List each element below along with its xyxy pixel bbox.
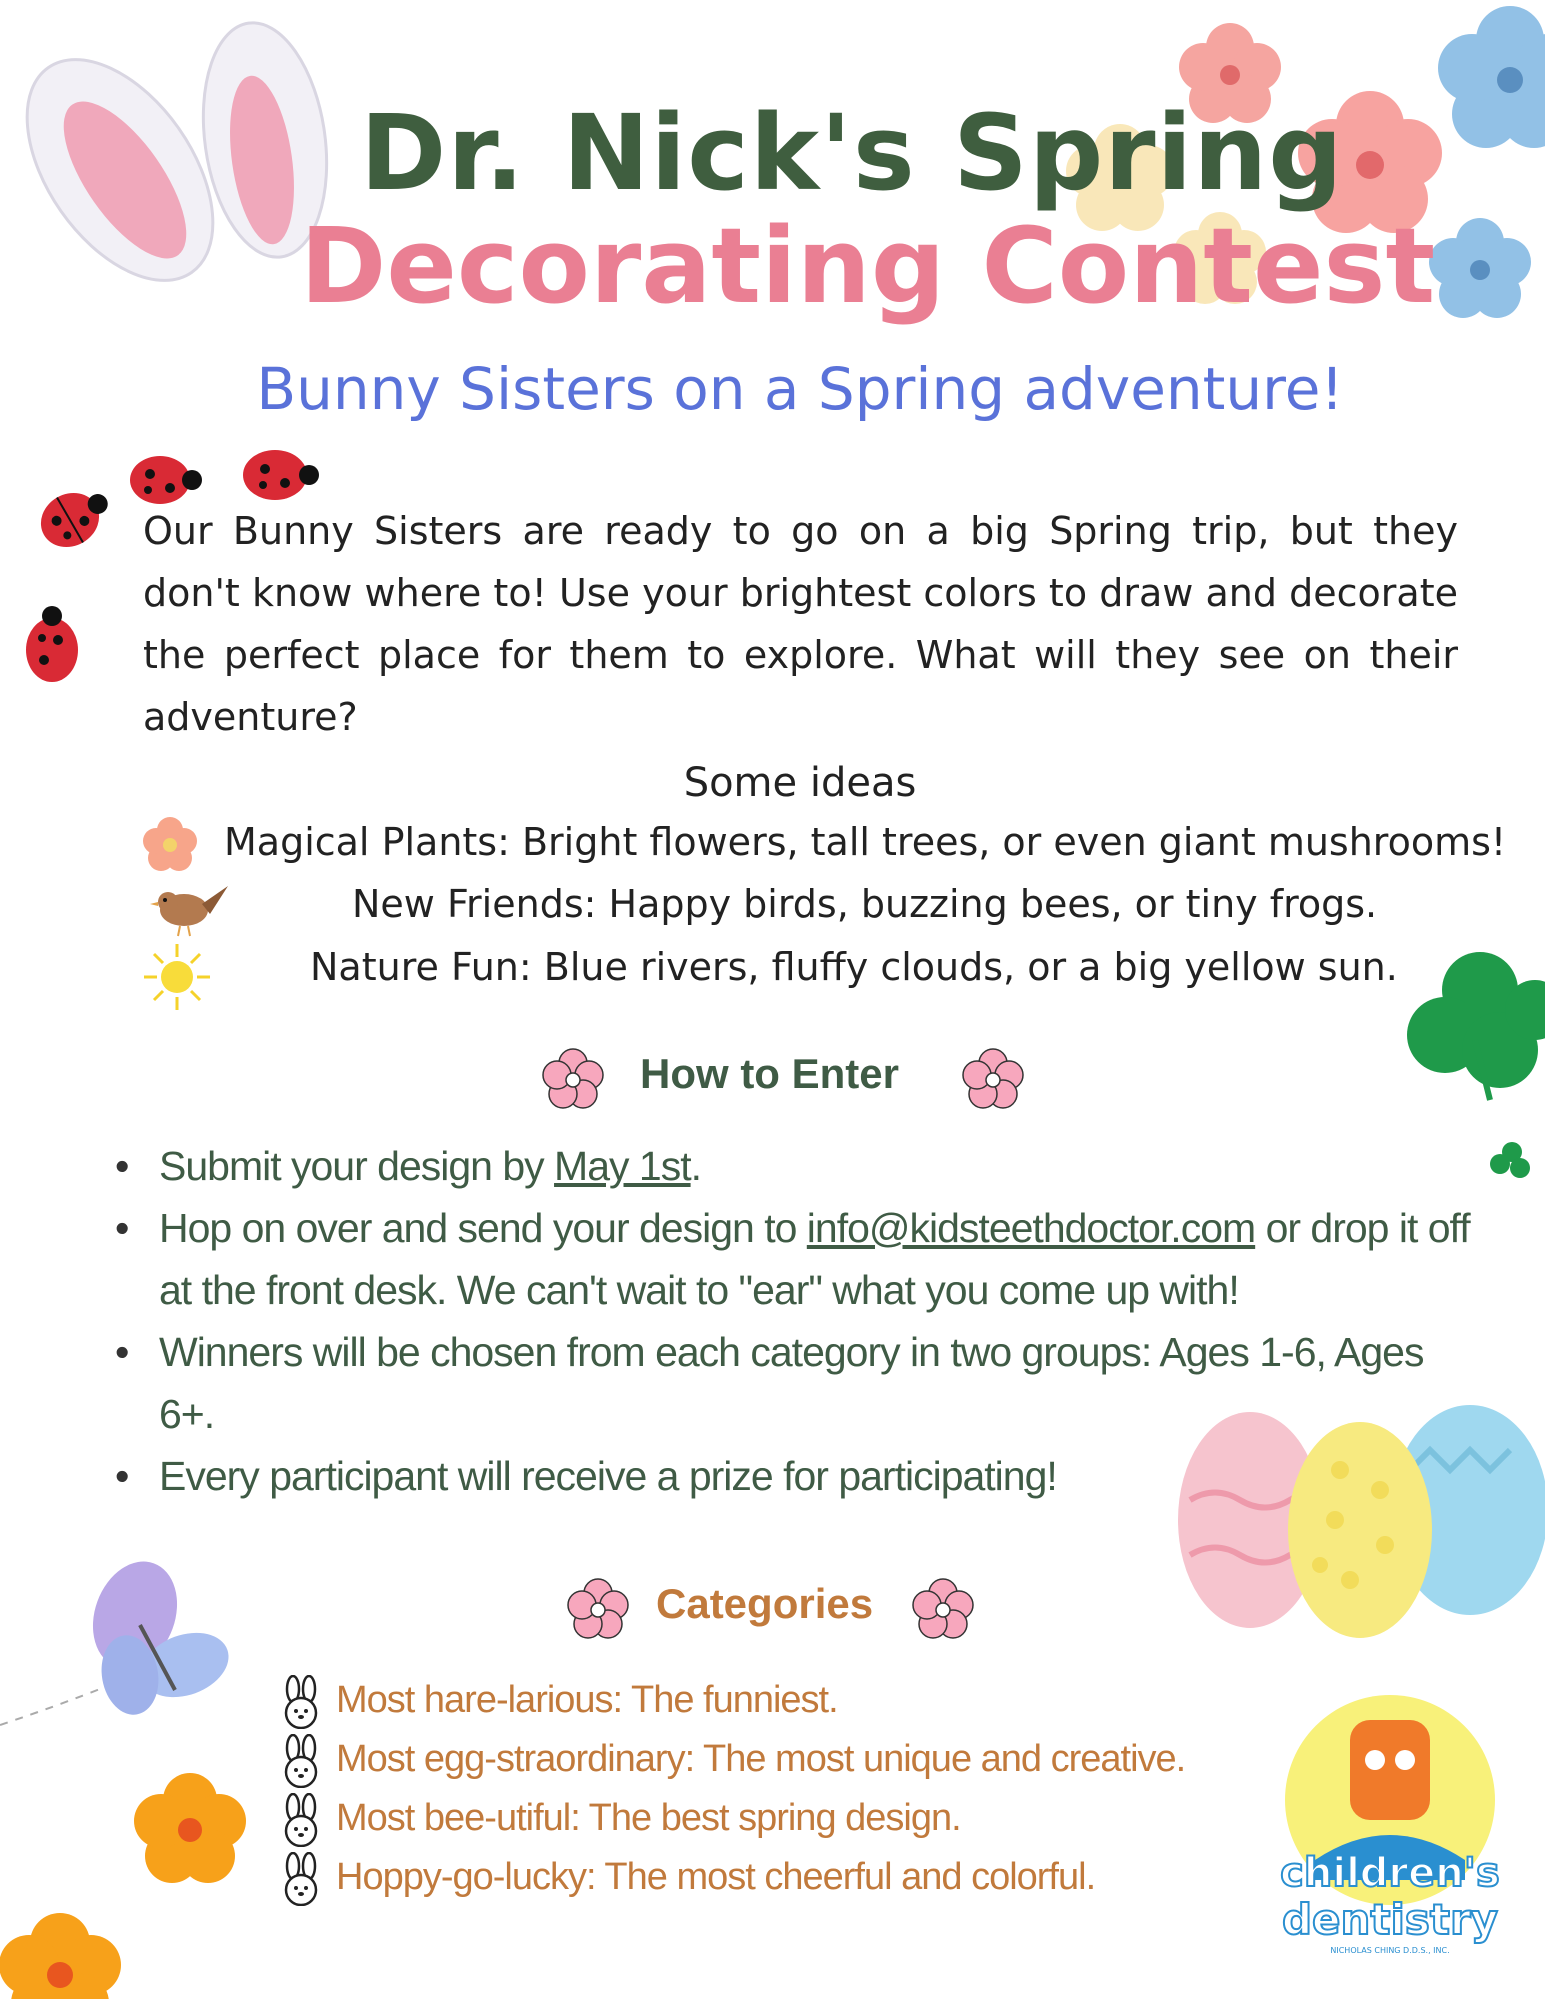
bunny-icon	[278, 1793, 324, 1847]
email-link[interactable]: info@kidsteethdoctor.com	[806, 1205, 1256, 1251]
category-item	[278, 1675, 838, 1729]
deadline-link[interactable]: May 1st	[554, 1143, 691, 1189]
category-label: Most hare-larious: The funniest.	[336, 1679, 838, 1722]
subtitle: Bunny Sisters on a Spring adventure!	[256, 355, 1344, 423]
list-item-text: or drop it off at the front desk. We can't wait to "ear" what you come up with!	[159, 1205, 1470, 1313]
category-item	[278, 1734, 1185, 1788]
title-line-2: Decorating Contest	[300, 205, 1436, 327]
list-item	[115, 1197, 1485, 1321]
pink-flower-icon	[958, 1045, 1028, 1115]
category-item	[278, 1852, 1095, 1906]
logo-text-line-2: dentistry	[1281, 1895, 1499, 1944]
clinic-logo	[1275, 1690, 1505, 1960]
bunny-icon	[278, 1675, 324, 1729]
logo-text-line-1: children's	[1280, 1850, 1500, 1896]
category-label: Most egg-straordinary: The most unique and creative.	[336, 1738, 1186, 1781]
pink-flower-icon	[538, 1045, 608, 1115]
sun-icon	[142, 942, 212, 1012]
logo-tagline: NICHOLAS CHING D.D.S., INC.	[1330, 1946, 1450, 1955]
intro-paragraph: Our Bunny Sisters are ready to go on a big Spring trip, but they don't know where to! Use your brightest colors to draw and decorate the perfect place for them to explore. What will they see on their adventure?	[143, 509, 1458, 739]
list-item-text: .	[690, 1143, 701, 1189]
list-item: • Every participant will receive a prize for participating!	[115, 1445, 1485, 1507]
category-label: Hoppy-go-lucky: The most cheerful and colorful.	[336, 1856, 1096, 1899]
how-to-enter-heading: How to Enter	[640, 1050, 899, 1097]
bunny-icon	[278, 1852, 324, 1906]
idea-item-2: New Friends: Happy birds, buzzing bees, or tiny frogs.	[352, 882, 1378, 926]
title-line-1: Dr. Nick's Spring	[360, 92, 1344, 214]
list-item	[115, 1135, 1485, 1197]
easter-eggs-illustration	[1170, 1390, 1545, 1650]
ideas-heading: Some ideas	[683, 760, 917, 806]
idea-item-3: Nature Fun: Blue rivers, fluffy clouds, or a big yellow sun.	[310, 945, 1398, 989]
bunny-icon	[278, 1734, 324, 1788]
categories-heading: Categories	[656, 1580, 874, 1627]
list-item-text: Submit your design by	[159, 1143, 555, 1189]
category-item	[278, 1793, 961, 1847]
orange-flowers-illustration	[0, 1750, 260, 1999]
pink-flower-icon	[563, 1575, 633, 1645]
list-item-text: Hop on over and send your design to	[159, 1205, 807, 1251]
pink-flower-icon	[908, 1575, 978, 1645]
category-label: Most bee-utiful: The best spring design.	[336, 1797, 961, 1840]
idea-item-1: Magical Plants: Bright flowers, tall trees, or even giant mushrooms!	[224, 820, 1507, 864]
list-item: • Winners will be chosen from each category in two groups: Ages 1-6, Ages 6+.	[115, 1321, 1485, 1445]
flower-icon	[140, 815, 200, 875]
bird-icon	[150, 880, 230, 940]
